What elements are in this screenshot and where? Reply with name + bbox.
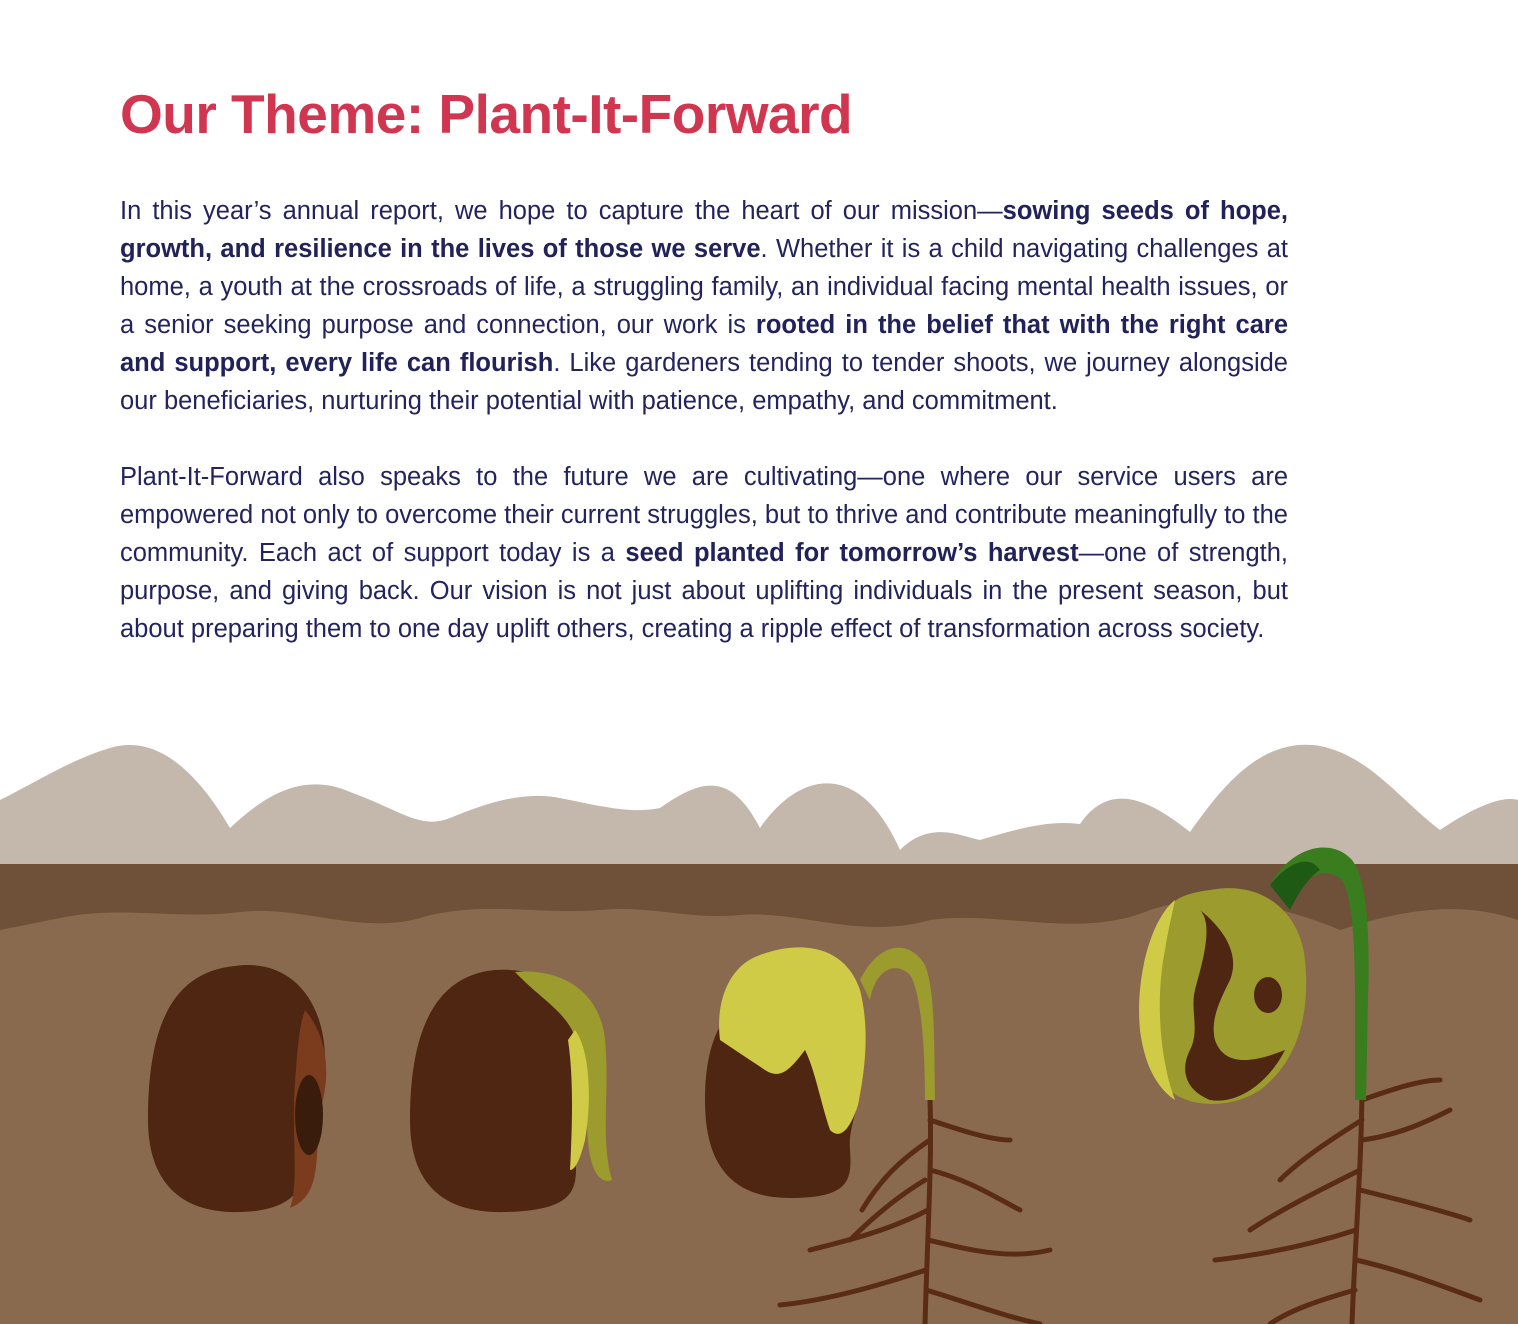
paragraph-1 — [120, 192, 1288, 420]
paragraph-1-text: . Like gardeners tending to tender shoots, we journey alongside our beneficiaries, nurturing their potential with patience, empathy, and commitment. — [120, 349, 1288, 415]
paragraph-1-text: In this year’s annual report, we hope to capture the heart of our mission— — [120, 197, 1003, 225]
paragraph-1-emphasis: sowing seeds of hope, growth, and resilience in the lives of those we serve — [120, 197, 1289, 263]
paragraph-2-text: —one of strength, purpose, and giving back. Our vision is not just about uplifting individuals in the present season, but about preparing them to one day uplift others, creating a ripple effect of transformation across society. — [120, 539, 1288, 643]
paragraph-1-text: . Whether it is a child navigating challenges at home, a youth at the crossroads of life, a struggling family, an individual facing mental health issues, or a senior seeking purpose and connection, our work is — [120, 235, 1288, 339]
body-text — [120, 192, 1288, 686]
hills — [0, 745, 1518, 870]
paragraph-1-emphasis: rooted in the belief that with the right care and support, every life can flourish — [120, 311, 1288, 377]
page-title: Our Theme: Plant-It-Forward — [120, 83, 853, 145]
paragraph-2 — [120, 458, 1288, 648]
paragraph-2-text: Plant-It-Forward also speaks to the future we are cultivating—one where our service users are empowered not only to overcome their current struggles, but to thrive and contribute meaningfully to the community. Each act of support today is a — [120, 463, 1288, 567]
paragraph-2-emphasis: seed planted for tomorrow’s harvest — [625, 539, 1079, 567]
seed-germination-illustration — [0, 740, 1518, 1324]
seed-1 — [148, 965, 326, 1212]
